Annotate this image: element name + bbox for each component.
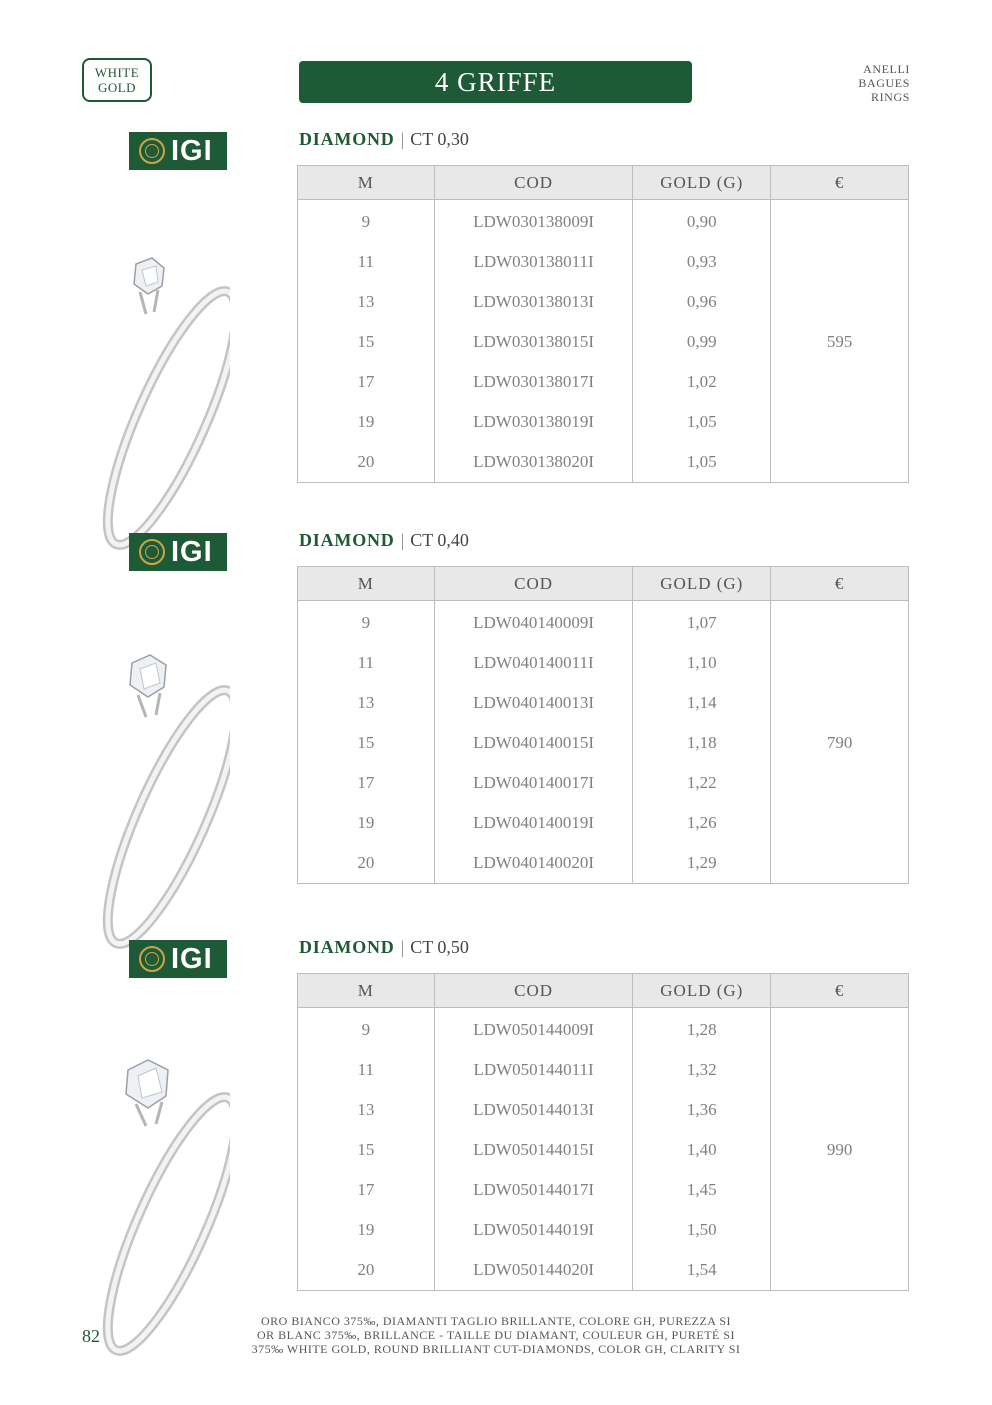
gold-cell: 1,22 [633, 763, 771, 803]
col-header-code: COD [434, 166, 633, 200]
size-cell: 19 [298, 402, 435, 442]
gold-cell: 1,14 [633, 683, 771, 723]
table-row [298, 1008, 909, 1051]
code-cell: LDW040140011I [434, 643, 633, 683]
footer-specs [200, 1314, 792, 1356]
page-title [299, 61, 692, 103]
gold-cell: 0,96 [633, 282, 771, 322]
code-cell: LDW030138020I [434, 442, 633, 483]
col-header-size: M [298, 166, 435, 200]
section-heading [299, 530, 469, 551]
size-table [297, 973, 909, 1291]
size-cell: 9 [298, 1008, 435, 1051]
category-labels [858, 62, 910, 104]
heading-separator: | [400, 530, 405, 550]
price-cell: 990 [771, 1008, 909, 1291]
size-cell: 11 [298, 1050, 435, 1090]
size-cell: 9 [298, 200, 435, 243]
code-cell: LDW030138009I [434, 200, 633, 243]
gold-cell: 1,36 [633, 1090, 771, 1130]
code-cell: LDW030138019I [434, 402, 633, 442]
footer-line-it: ORO BIANCO 375‰, DIAMANTI TAGLIO BRILLANTE, COLORE GH, PUREZZA SI [261, 1314, 731, 1328]
code-cell: LDW040140013I [434, 683, 633, 723]
carat-label: CT 0,50 [410, 937, 469, 957]
diamond-label: DIAMOND [299, 937, 395, 957]
white-gold-badge [82, 58, 152, 102]
size-cell: 17 [298, 362, 435, 402]
gold-cell: 1,10 [633, 643, 771, 683]
code-cell: LDW030138011I [434, 242, 633, 282]
category-it: ANELLI [863, 62, 910, 76]
gold-cell: 1,28 [633, 1008, 771, 1051]
size-cell: 15 [298, 723, 435, 763]
code-cell: LDW050144011I [434, 1050, 633, 1090]
section-heading [299, 937, 469, 958]
gold-cell: 1,07 [633, 601, 771, 644]
solitaire-ring-image [100, 252, 230, 557]
table-header-row [298, 567, 909, 601]
col-header-code: COD [434, 567, 633, 601]
code-cell: LDW050144020I [434, 1250, 633, 1291]
carat-label: CT 0,40 [410, 530, 469, 550]
code-cell: LDW040140015I [434, 723, 633, 763]
gold-cell: 1,05 [633, 402, 771, 442]
col-header-size: M [298, 567, 435, 601]
size-cell: 9 [298, 601, 435, 644]
gold-cell: 1,54 [633, 1250, 771, 1291]
igi-seal-icon [139, 946, 165, 972]
code-cell: LDW040140019I [434, 803, 633, 843]
size-cell: 13 [298, 1090, 435, 1130]
gold-cell: 1,18 [633, 723, 771, 763]
code-cell: LDW050144019I [434, 1210, 633, 1250]
size-table [297, 566, 909, 884]
code-cell: LDW030138017I [434, 362, 633, 402]
table-header-row [298, 974, 909, 1008]
category-fr: BAGUES [858, 76, 910, 90]
gold-cell: 0,99 [633, 322, 771, 362]
diamond-label: DIAMOND [299, 530, 395, 550]
table-row [298, 200, 909, 243]
size-cell: 17 [298, 1170, 435, 1210]
code-cell: LDW050144009I [434, 1008, 633, 1051]
code-cell: LDW030138015I [434, 322, 633, 362]
gold-cell: 1,26 [633, 803, 771, 843]
size-cell: 11 [298, 242, 435, 282]
col-header-code: COD [434, 974, 633, 1008]
code-cell: LDW050144017I [434, 1170, 633, 1210]
size-cell: 13 [298, 683, 435, 723]
table-header-row [298, 166, 909, 200]
diamond-label: DIAMOND [299, 129, 395, 149]
size-cell: 17 [298, 763, 435, 803]
size-cell: 20 [298, 1250, 435, 1291]
col-header-gold: GOLD (G) [633, 567, 771, 601]
igi-logo-text: IGI [171, 535, 213, 568]
size-cell: 19 [298, 1210, 435, 1250]
gold-cell: 1,50 [633, 1210, 771, 1250]
category-en: RINGS [870, 90, 910, 104]
page-number: 82 [82, 1326, 100, 1346]
gold-cell: 1,45 [633, 1170, 771, 1210]
page-title-text: 4 GRIFFE [434, 66, 557, 97]
size-cell: 19 [298, 803, 435, 843]
code-cell: LDW050144015I [434, 1130, 633, 1170]
section-heading [299, 129, 469, 150]
gold-cell: 1,32 [633, 1050, 771, 1090]
col-header-price: € [771, 166, 909, 200]
carat-label: CT 0,30 [410, 129, 469, 149]
price-cell: 790 [771, 601, 909, 884]
gold-cell: 0,93 [633, 242, 771, 282]
size-cell: 11 [298, 643, 435, 683]
col-header-price: € [771, 974, 909, 1008]
code-cell: LDW030138013I [434, 282, 633, 322]
gold-cell: 1,40 [633, 1130, 771, 1170]
badge-line-1: WHITE [94, 65, 140, 80]
igi-logo [129, 132, 227, 170]
badge-line-2: GOLD [97, 80, 137, 95]
col-header-gold: GOLD (G) [633, 974, 771, 1008]
igi-logo [129, 533, 227, 571]
footer-line-fr: OR BLANC 375‰, BRILLANCE - TAILLE DU DIAMANT, COULEUR GH, PURETÉ SI [256, 1328, 736, 1342]
col-header-size: M [298, 974, 435, 1008]
igi-seal-icon [139, 138, 165, 164]
code-cell: LDW040140020I [434, 843, 633, 884]
igi-logo [129, 940, 227, 978]
price-cell: 595 [771, 200, 909, 483]
gold-cell: 1,02 [633, 362, 771, 402]
col-header-gold: GOLD (G) [633, 166, 771, 200]
size-cell: 13 [298, 282, 435, 322]
size-cell: 15 [298, 322, 435, 362]
solitaire-ring-image [100, 651, 230, 956]
code-cell: LDW040140017I [434, 763, 633, 803]
table-row [298, 601, 909, 644]
footer-line-en: 375‰ WHITE GOLD, ROUND BRILLIANT CUT-DIAMONDS, COLOR GH, CLARITY SI [251, 1342, 741, 1356]
heading-separator: | [400, 937, 405, 957]
size-table [297, 165, 909, 483]
col-header-price: € [771, 567, 909, 601]
size-cell: 20 [298, 442, 435, 483]
gold-cell: 0,90 [633, 200, 771, 243]
size-cell: 20 [298, 843, 435, 884]
size-cell: 15 [298, 1130, 435, 1170]
gold-cell: 1,29 [633, 843, 771, 884]
code-cell: LDW050144013I [434, 1090, 633, 1130]
code-cell: LDW040140009I [434, 601, 633, 644]
gold-cell: 1,05 [633, 442, 771, 483]
igi-logo-text: IGI [171, 134, 213, 167]
igi-logo-text: IGI [171, 942, 213, 975]
heading-separator: | [400, 129, 405, 149]
igi-seal-icon [139, 539, 165, 565]
